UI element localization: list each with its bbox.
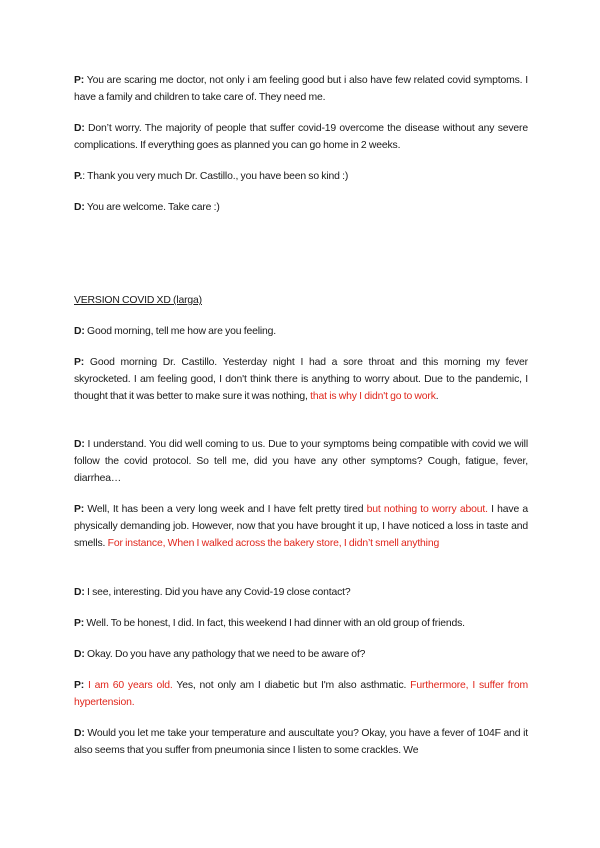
- dialogue-paragraph: [74, 436, 528, 488]
- speaker-label: D:: [74, 123, 85, 134]
- section-title: [74, 292, 528, 309]
- speaker-label: P:: [74, 618, 85, 629]
- dialogue-paragraph: [74, 354, 528, 406]
- dialogue-text: You are scaring me doctor, not only i am feeling good but i also have few related covid symptoms. I have a family and children to take care of. They need me.: [74, 75, 528, 104]
- dialogue-text: Well, It has been a very long week and I have felt pretty tired: [84, 504, 367, 515]
- speaker-label: D:: [74, 439, 85, 450]
- dialogue-paragraph: [74, 120, 528, 154]
- dialogue-text: .: [435, 391, 439, 403]
- dialogue-text: Don’t worry. The majority of people that suffer covid-19 overcome the disease without any severe complications. If everything goes as planned you can go home in 2 weeks.: [74, 123, 528, 152]
- dialogue-paragraph: [74, 615, 528, 632]
- section-title-text: VERSION COVID XD (larga): [74, 295, 202, 306]
- speaker-label: D:: [74, 202, 85, 213]
- highlighted-text: but nothing to worry about.: [366, 504, 488, 515]
- speaker-label: D:: [74, 326, 85, 337]
- dialogue-paragraph: [74, 584, 528, 601]
- dialogue-text: You are welcome. Take care :): [84, 202, 220, 213]
- dialogue-text: Would you let me take your temperature and auscultate you? Okay, you have a fever of 104F and it also seems that you suffer from pneumonia since I listen to some crackles. We: [74, 728, 528, 757]
- dialogue-text: Yes, not only am I diabetic but I'm also asthmatic.: [172, 680, 411, 691]
- dialogue-text: : Thank you very much Dr. Castillo., you have been so kind :): [82, 171, 349, 182]
- highlighted-text: For instance, When I walked across the bakery store, I didn’t smell anything: [107, 538, 440, 550]
- dialogue-paragraph: [74, 677, 528, 711]
- dialogue-text: Good morning Dr. Castillo. Yesterday night I had a sore throat and this morning my fever skyrocketed. I am feeling good, I don't think there is anything to worry about. Due to the pandemic, I thought that it was better to make sure it was nothing,: [74, 357, 528, 403]
- speaker-label: D:: [74, 587, 85, 598]
- dialogue-text: I have a physically demanding job. However, now that you have brought it up, I have noticed a loss in taste and smells.: [74, 504, 528, 550]
- speaker-label: P:: [74, 504, 85, 515]
- speaker-label: P:: [74, 680, 85, 691]
- dialogue-paragraph: [74, 72, 528, 106]
- dialogue-text: Good morning, tell me how are you feeling.: [84, 326, 277, 337]
- dialogue-text: Okay. Do you have any pathology that we need to be aware of?: [84, 649, 366, 660]
- dialogue-text: I understand. You did well coming to us. Due to your symptoms being compatible with covid we will follow the covid protocol. So tell me, did you have any other symptoms? Cough, fatigue, fever, diarrhea…: [74, 439, 528, 485]
- dialogue-paragraph: [74, 501, 528, 553]
- dialogue-paragraph: [74, 725, 528, 759]
- speaker-label: D:: [74, 649, 85, 660]
- highlighted-text: I am 60 years old.: [84, 680, 173, 691]
- highlighted-text: Furthermore, I suffer from hypertension.: [74, 680, 528, 709]
- dialogue-paragraph: [74, 168, 528, 185]
- dialogue-paragraph: [74, 646, 528, 663]
- dialogue-paragraph: [74, 323, 528, 340]
- speaker-label: P.: [74, 171, 83, 182]
- speaker-label: P:: [74, 357, 85, 368]
- speaker-label: D:: [74, 728, 85, 739]
- speaker-label: P:: [74, 75, 85, 86]
- dialogue-text: Well. To be honest, I did. In fact, this weekend I had dinner with an old group of friends.: [84, 618, 465, 629]
- dialogue-paragraph: [74, 199, 528, 216]
- dialogue-text: I see, interesting. Did you have any Covid-19 close contact?: [84, 587, 351, 598]
- highlighted-text: that is why I didn't go to work: [310, 391, 436, 403]
